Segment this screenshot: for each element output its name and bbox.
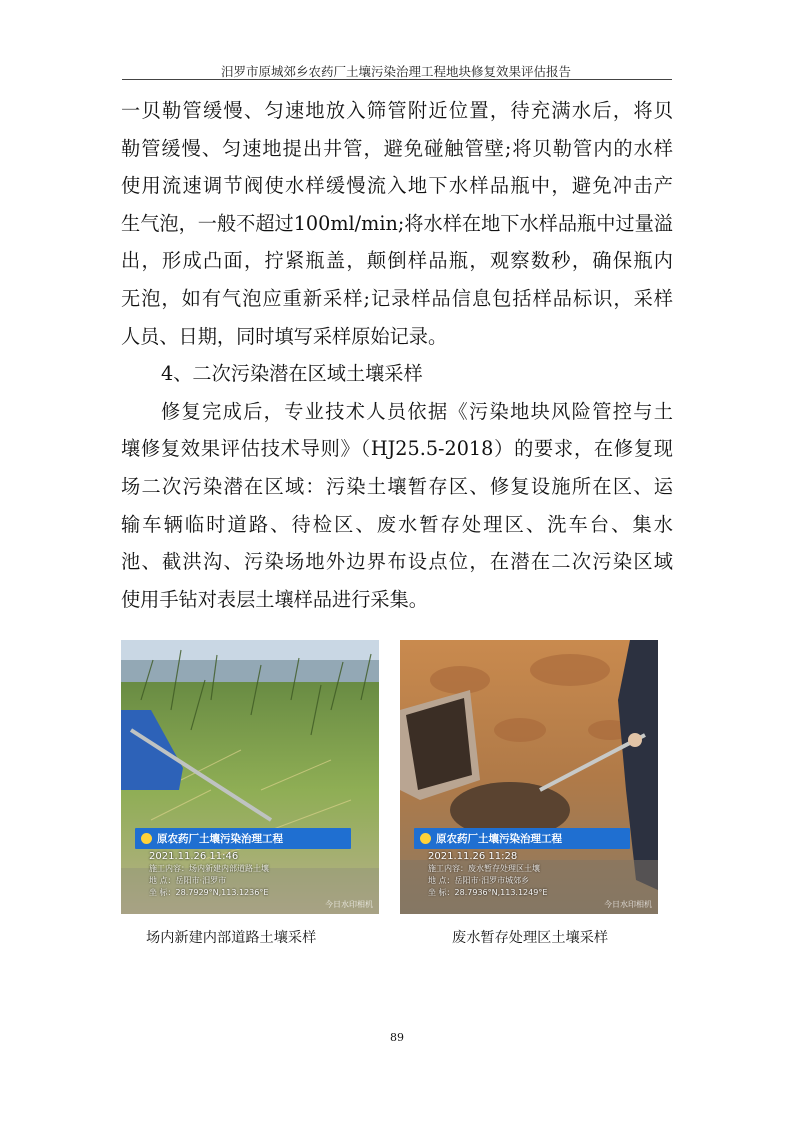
stamp-logo-icon bbox=[420, 833, 431, 844]
stamp-title-text: 原农药厂土壤污染治理工程 bbox=[436, 833, 562, 845]
photo-stamp bbox=[135, 828, 351, 898]
text-line: 勒管缓慢、匀速地提出井管，避免碰触管壁;将贝勒管内的水样 bbox=[121, 136, 673, 160]
stamp-row: 施工内容：场内新建内部道路土壤 bbox=[149, 864, 269, 873]
text-line: 壤修复效果评估技术导则》（HJ25.5-2018）的要求，在修复现 bbox=[121, 437, 673, 461]
text-line: 使用手钻对表层土壤样品进行采集。 bbox=[121, 587, 428, 611]
stamp-logo-icon bbox=[141, 833, 152, 844]
stamp-time: 2021.11.26 11:46 bbox=[149, 851, 239, 862]
stamp-row: 坐 标：28.7936°N,113.1249°E bbox=[428, 888, 548, 897]
page-header-title: 汨罗市原城郊乡农药厂土壤污染治理工程地块修复效果评估报告 bbox=[220, 64, 571, 79]
photo-caption-right: 废水暂存处理区土壤采样 bbox=[452, 930, 609, 946]
stamp-title bbox=[414, 828, 630, 849]
text-line: 出，形成凸面，拧紧瓶盖，颠倒样品瓶，观察数秒，确保瓶内 bbox=[121, 249, 673, 273]
text-line: 使用流速调节阀使水样缓慢流入地下水样品瓶中，避免冲击产 bbox=[121, 174, 673, 198]
text-line: 一贝勒管缓慢、匀速地放入筛管附近位置，待充满水后，将贝 bbox=[121, 99, 673, 122]
camera-watermark: 今日水印相机 bbox=[325, 900, 373, 909]
photo-caption-left: 场内新建内部道路土壤采样 bbox=[146, 930, 317, 946]
stamp-row: 施工内容：废水暂存处理区土壤 bbox=[428, 864, 540, 873]
stamp-time: 2021.11.26 11:28 bbox=[428, 851, 518, 862]
body-text bbox=[121, 92, 673, 618]
stamp-title-text: 原农药厂土壤污染治理工程 bbox=[157, 833, 283, 845]
photo-road-sampling bbox=[121, 640, 379, 914]
text-line: 输车辆临时道路、待检区、废水暂存处理区、洗车台、集水 bbox=[121, 512, 673, 536]
section-heading: 4、二次污染潜在区域土壤采样 bbox=[161, 362, 423, 386]
text-line: 场二次污染潜在区域：污染土壤暂存区、修复设施所在区、运 bbox=[121, 474, 673, 498]
stamp-row: 坐 标：28.7929°N,113.1236°E bbox=[149, 888, 269, 897]
text-line: 人员、日期，同时填写采样原始记录。 bbox=[121, 324, 448, 348]
stamp-row: 地 点：岳阳市·汨罗市 bbox=[149, 876, 227, 885]
text-line: 生气泡，一般不超过100ml/min;将水样在地下水样品瓶中过量溢 bbox=[121, 211, 673, 235]
camera-watermark: 今日水印相机 bbox=[604, 900, 652, 909]
text-line: 无泡，如有气泡应重新采样;记录样品信息包括样品标识，采样 bbox=[121, 286, 673, 310]
header-rule bbox=[122, 79, 672, 80]
photo-wastewater-sampling bbox=[400, 640, 658, 914]
text-line: 修复完成后，专业技术人员依据《污染地块风险管控与土 bbox=[161, 399, 673, 423]
page-number: 89 bbox=[390, 1031, 404, 1044]
text-line: 池、截洪沟、污染场地外边界布设点位，在潜在二次污染区域 bbox=[121, 550, 673, 574]
stamp-row: 地 点：岳阳市·汨罗市城郊乡 bbox=[428, 876, 530, 885]
stamp-title bbox=[135, 828, 351, 849]
photo-stamp bbox=[414, 828, 630, 898]
